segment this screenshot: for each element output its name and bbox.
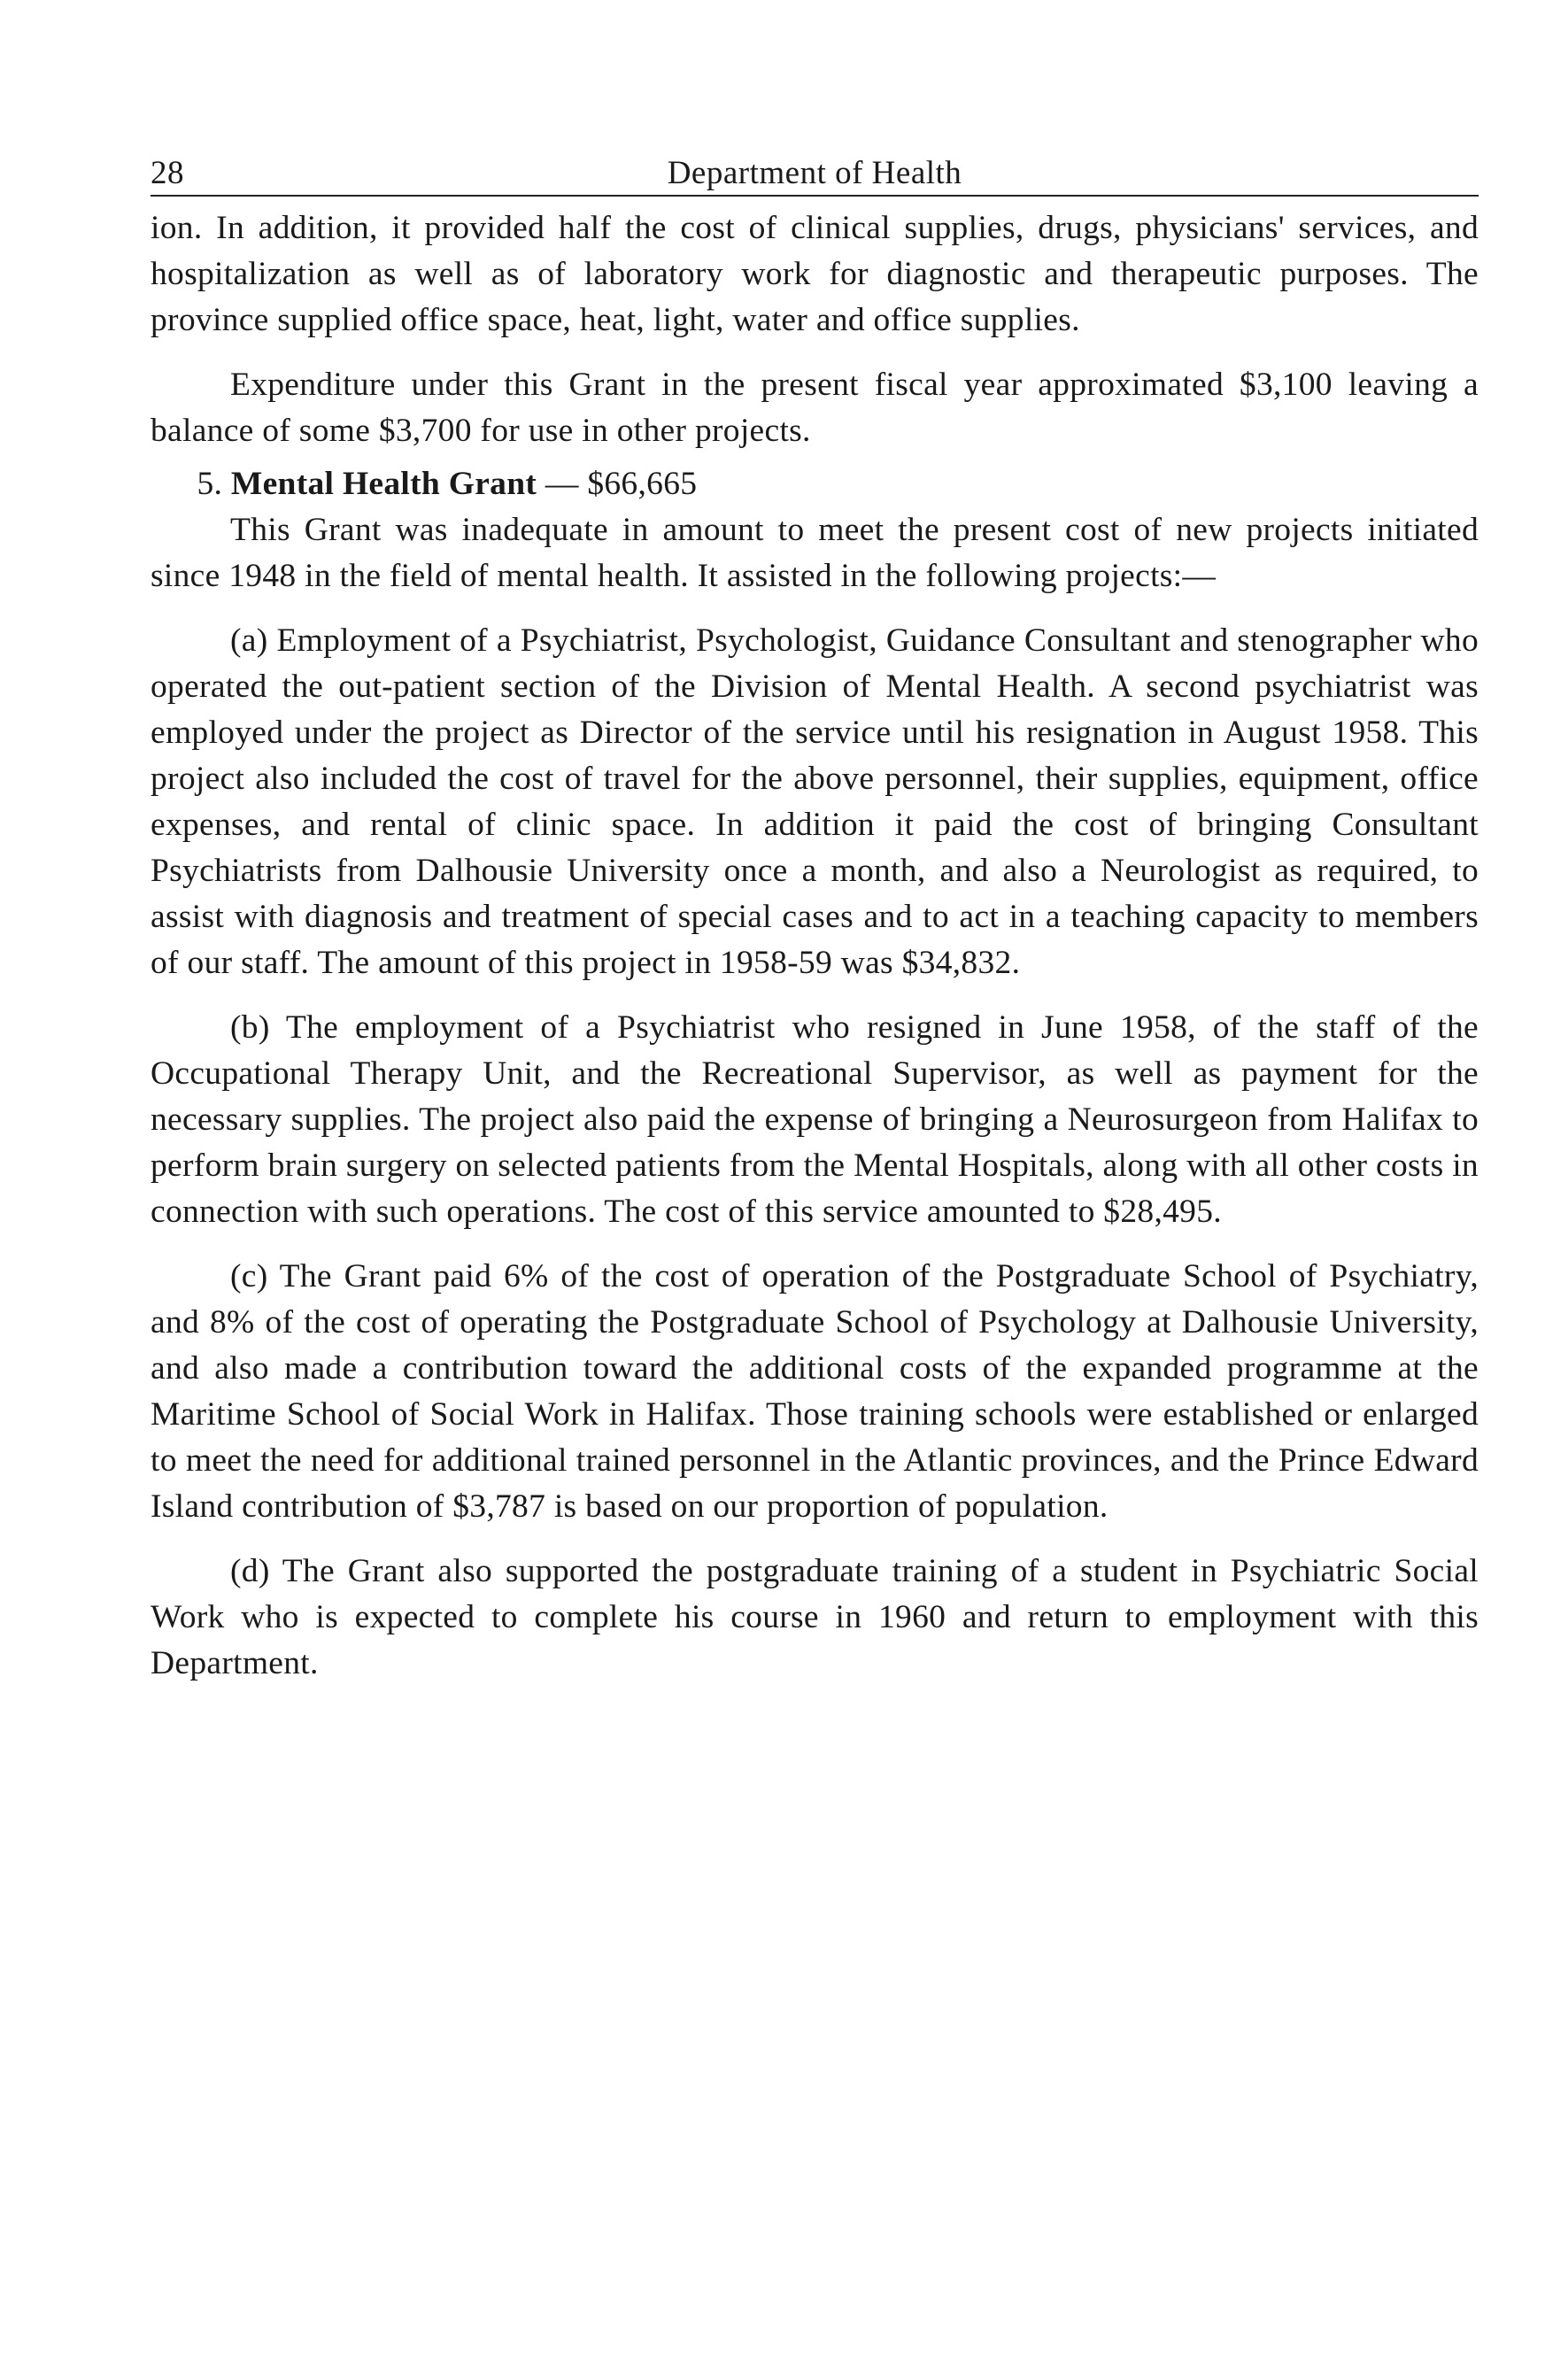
running-title: Department of Health [667, 155, 962, 191]
paragraph-item-c: (c) The Grant paid 6% of the cost of operation of the Postgraduate School of Psychiatry, and 8% of the cost of operating the Postgraduate School of Psychology at Dalhousie University, and also made a contribution toward the additional costs of the expanded programme at the Maritime School of Social Work in Halifax. Those training schools were established or enlarged to meet the need for additional trained personnel in the Atlantic provinces, and the Prince Edward Island contribution of $3,787 is based on our proportion of population. [151, 1258, 1479, 1525]
running-head [151, 133, 1479, 197]
page-number: 28 [151, 155, 184, 191]
section-title: Mental Health Grant [230, 466, 537, 502]
paragraph-continuation: ion. In addition, it provided half the cost of clinical supplies, drugs, physicians' services, and hospitalization as well as of laboratory work for diagnostic and therapeutic purposes. The province supplied office space, heat, light, water and office supplies. [151, 210, 1479, 338]
paragraph-item-b: (b) The employment of a Psychiatrist who resigned in June 1958, of the staff of the Occupational Therapy Unit, and the Recreational Supervisor, as well as payment for the necessary supplies. The project also paid the expense of bringing a Neurosurgeon from Halifax to perform brain surgery on selected patients from the Mental Hospitals, along with all other costs in connection with such operations. The cost of this service amounted to $28,495. [151, 1009, 1479, 1230]
paragraph-item-d: (d) The Grant also supported the postgraduate training of a student in Psychiatric Social Work who is expected to complete his course in 1960 and return to employment with this Department. [151, 1553, 1479, 1681]
section-number: 5. [197, 466, 223, 502]
paragraph-item-a: (a) Employment of a Psychiatrist, Psychologist, Guidance Consultant and stenographer who operated the out-patient section of the Division of Mental Health. A second psychiatrist was employed under the project as Director of the service until his resignation in August 1958. This project also included the cost of travel for the above personnel, their supplies, equipment, office expenses, and rental of clinic space. In addition it paid the cost of bringing Consultant Psychiatrists from Dalhousie University once a month, and also a Neurologist as required, to assist with diagnosis and treatment of special cases and to act in a teaching capacity to members of our staff. The amount of this project in 1958-59 was $34,832. [151, 622, 1479, 981]
body-text [151, 205, 1479, 1687]
section-amount: — $66,665 [545, 466, 698, 502]
section-heading [151, 461, 1479, 507]
paragraph-grant-intro: This Grant was inadequate in amount to meet the present cost of new projects initiated since 1948 in the field of mental health. It assisted in the following projects:— [151, 512, 1479, 594]
paragraph-expenditure: Expenditure under this Grant in the present fiscal year approximated $3,100 leaving a balance of some $3,700 for use in other projects. [151, 367, 1479, 449]
document-page [151, 133, 1479, 1687]
